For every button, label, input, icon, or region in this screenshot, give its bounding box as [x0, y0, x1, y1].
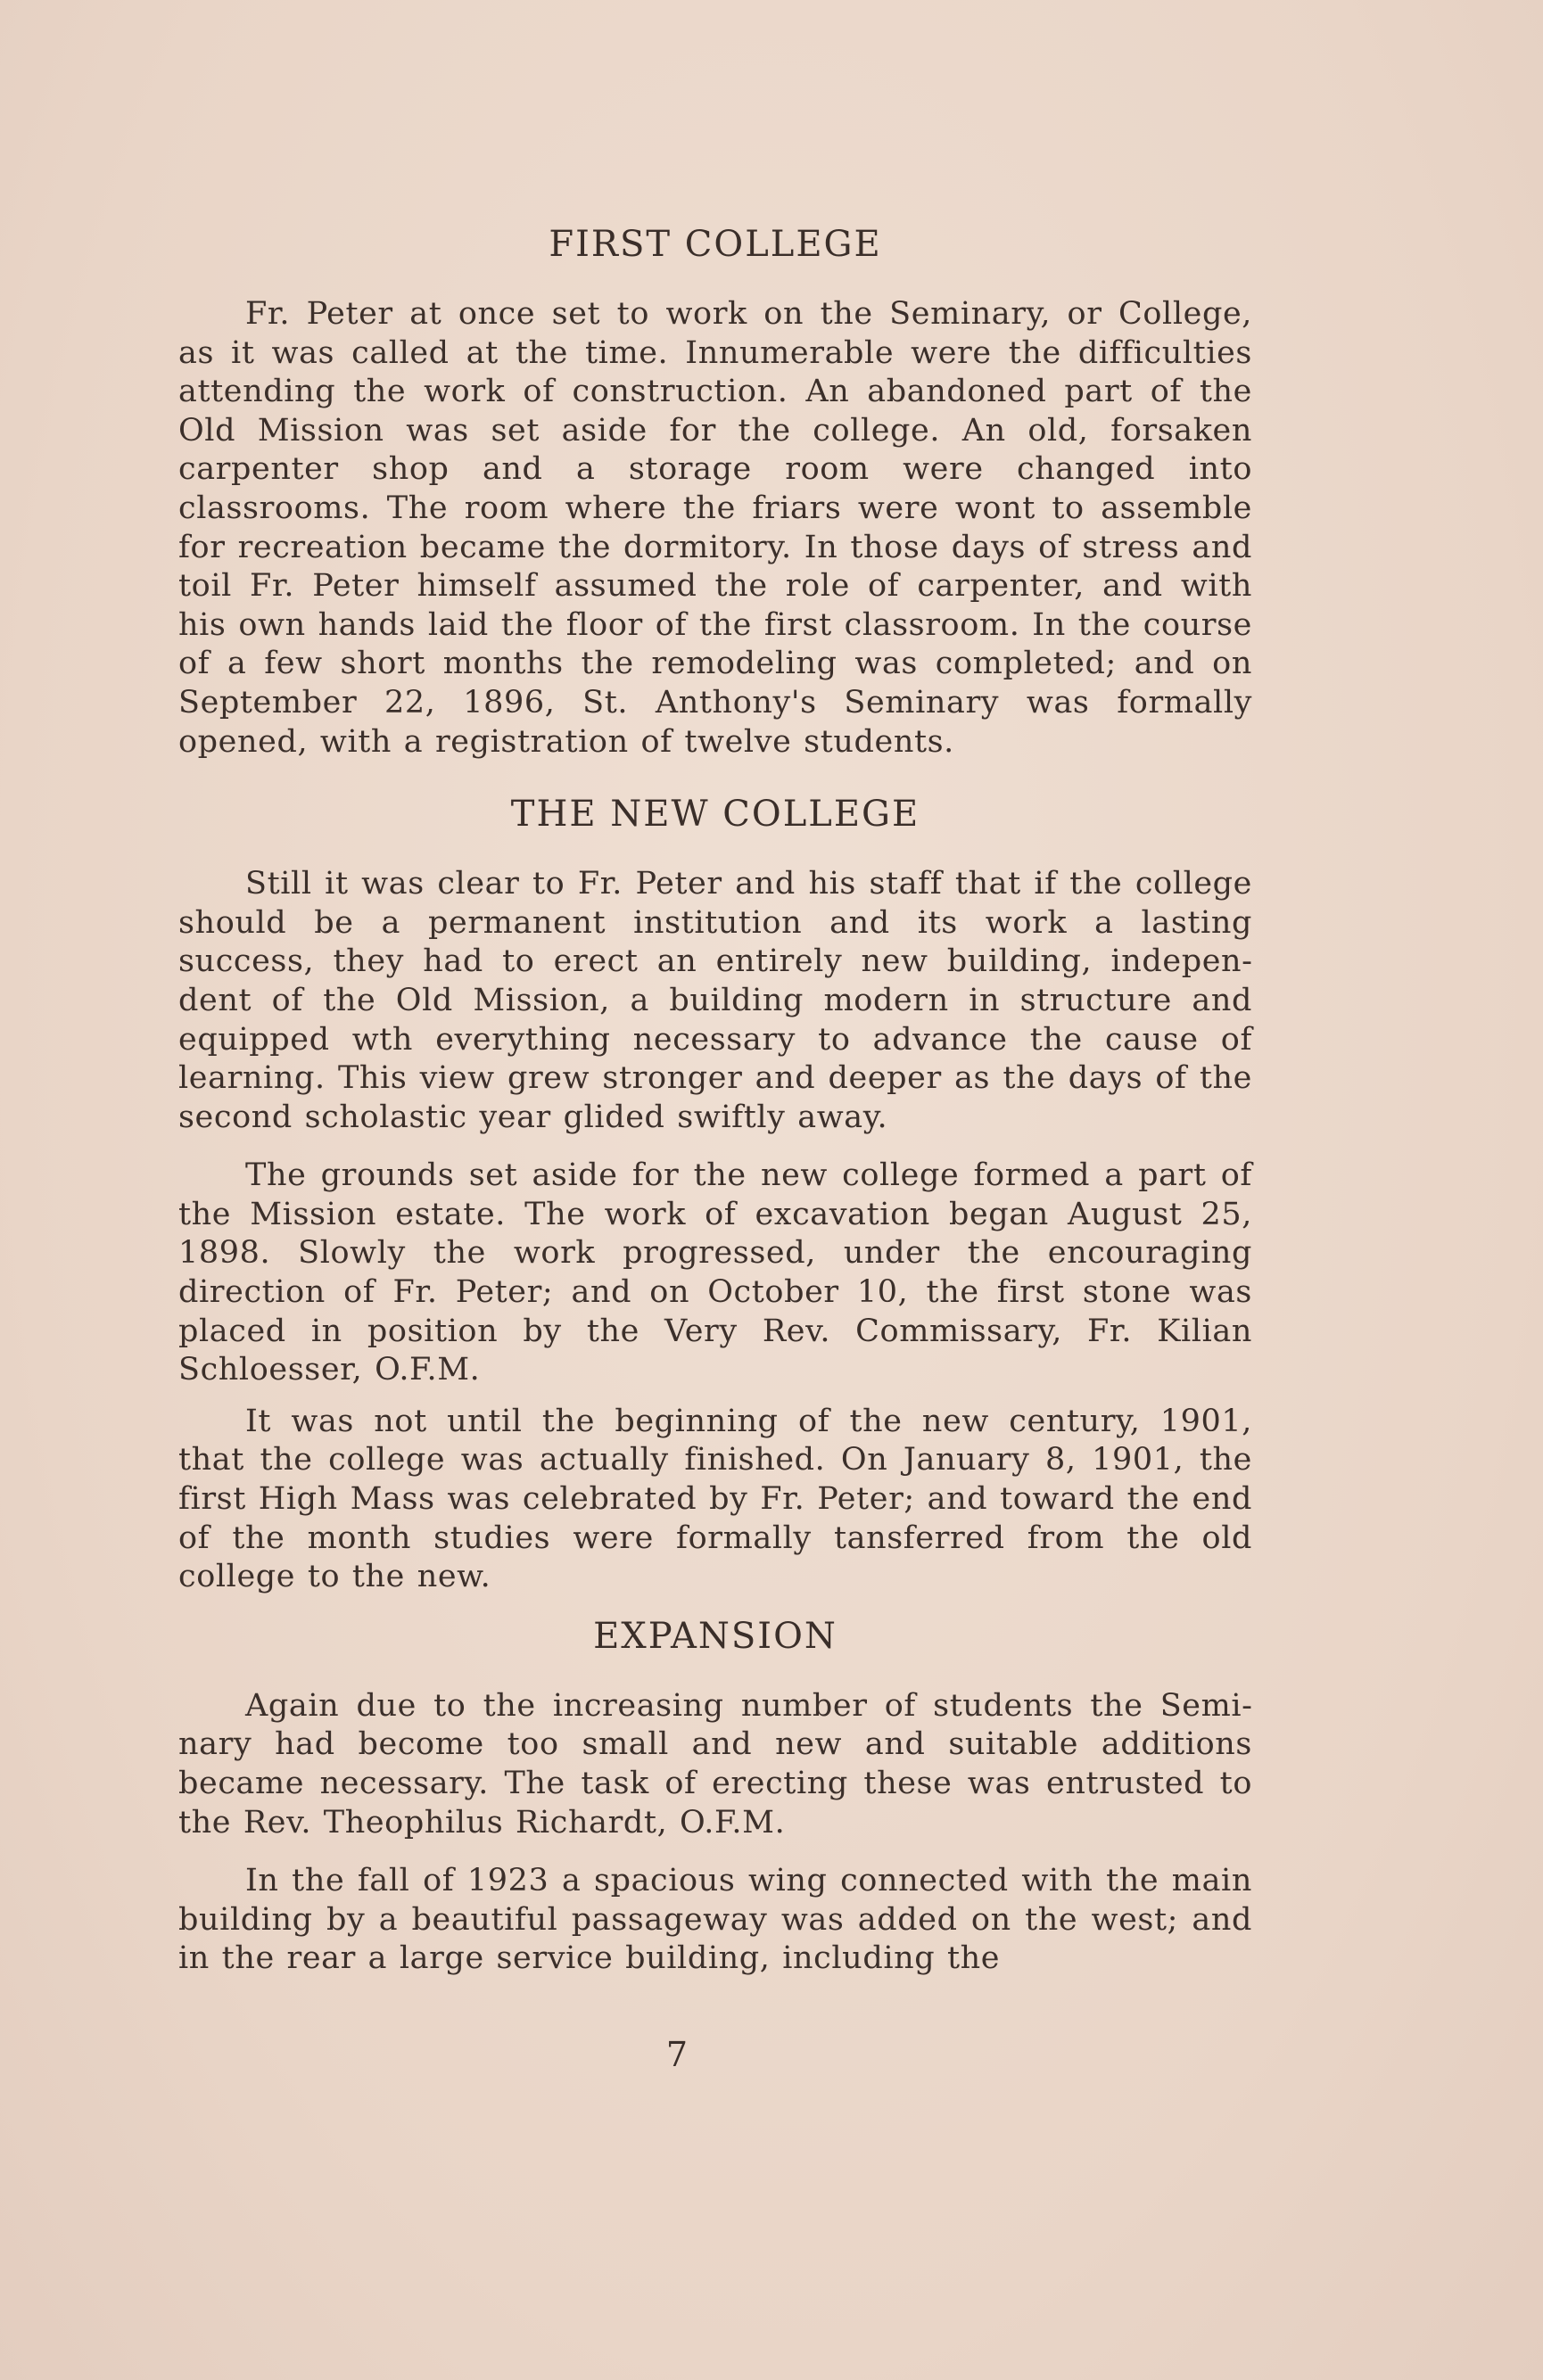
heading-first-college: FIRST COLLEGE: [549, 224, 882, 265]
paragraph: Fr. Peter at once set to work on the Seminary, or College, as it was called at the time. Innumerable were the difficulties attending the work of construction. An abandoned part of the Old Mission was set aside for the college. An old, forsaken carpenter shop and a storage room were changed into classrooms. The room where the friars were wont to assemble for recreation became the dormitory. In those days of stress and toil Fr. Peter himself assumed the role of carpenter, and with his own hands laid the floor of the first classroom. In the course of a few short months the remodeling was completed; and on September 22, 1896, St. Anthony's Seminary was formally opened, with a registration of twelve students.: [178, 296, 1252, 760]
page-body: [178, 223, 1252, 1979]
page-number: 7: [665, 2035, 689, 2074]
paragraph: In the fall of 1923 a spacious wing connected with the main building by a beautiful passageway was added on the west; and in the rear a large service building, including the: [178, 1863, 1252, 1977]
paragraph: It was not until the beginning of the new century, 1901, that the college was actually finished. On January 8, 1901, the first High Mass was celebrated by Fr. Peter; and toward the end of the month studies were formally tansferred from the old college to the new.: [178, 1403, 1252, 1595]
paragraph: Again due to the increasing number of students the Seminary had become too small and new and suitable additions became necessary. The task of erecting these was entrusted to the Rev. Theophilus Richardt, O.F.M.: [178, 1687, 1252, 1841]
heading-expansion: EXPANSION: [593, 1615, 838, 1657]
paragraph: The grounds set aside for the new college formed a part of the Mission estate. The work of excavation began August 25, 1898. Slowly the work progressed, under the encouraging direction of Fr. Peter; and on October 10, the first stone was placed in position by the Very Rev. Commissary, Fr. Kilian Schloesser, O.F.M.: [178, 1157, 1252, 1388]
paragraph: Still it was clear to Fr. Peter and his staff that if the college should be a permanent institution and its work a lasting success, they had to erect an entirely new building, independent of the Old Mission, a building modern in structure and equipped wth everything necessary to advance the cause of learning. This view grew stronger and deeper as the days of the second scholastic year glided swiftly away.: [178, 866, 1252, 1135]
heading-new-college: THE NEW COLLEGE: [510, 794, 920, 836]
